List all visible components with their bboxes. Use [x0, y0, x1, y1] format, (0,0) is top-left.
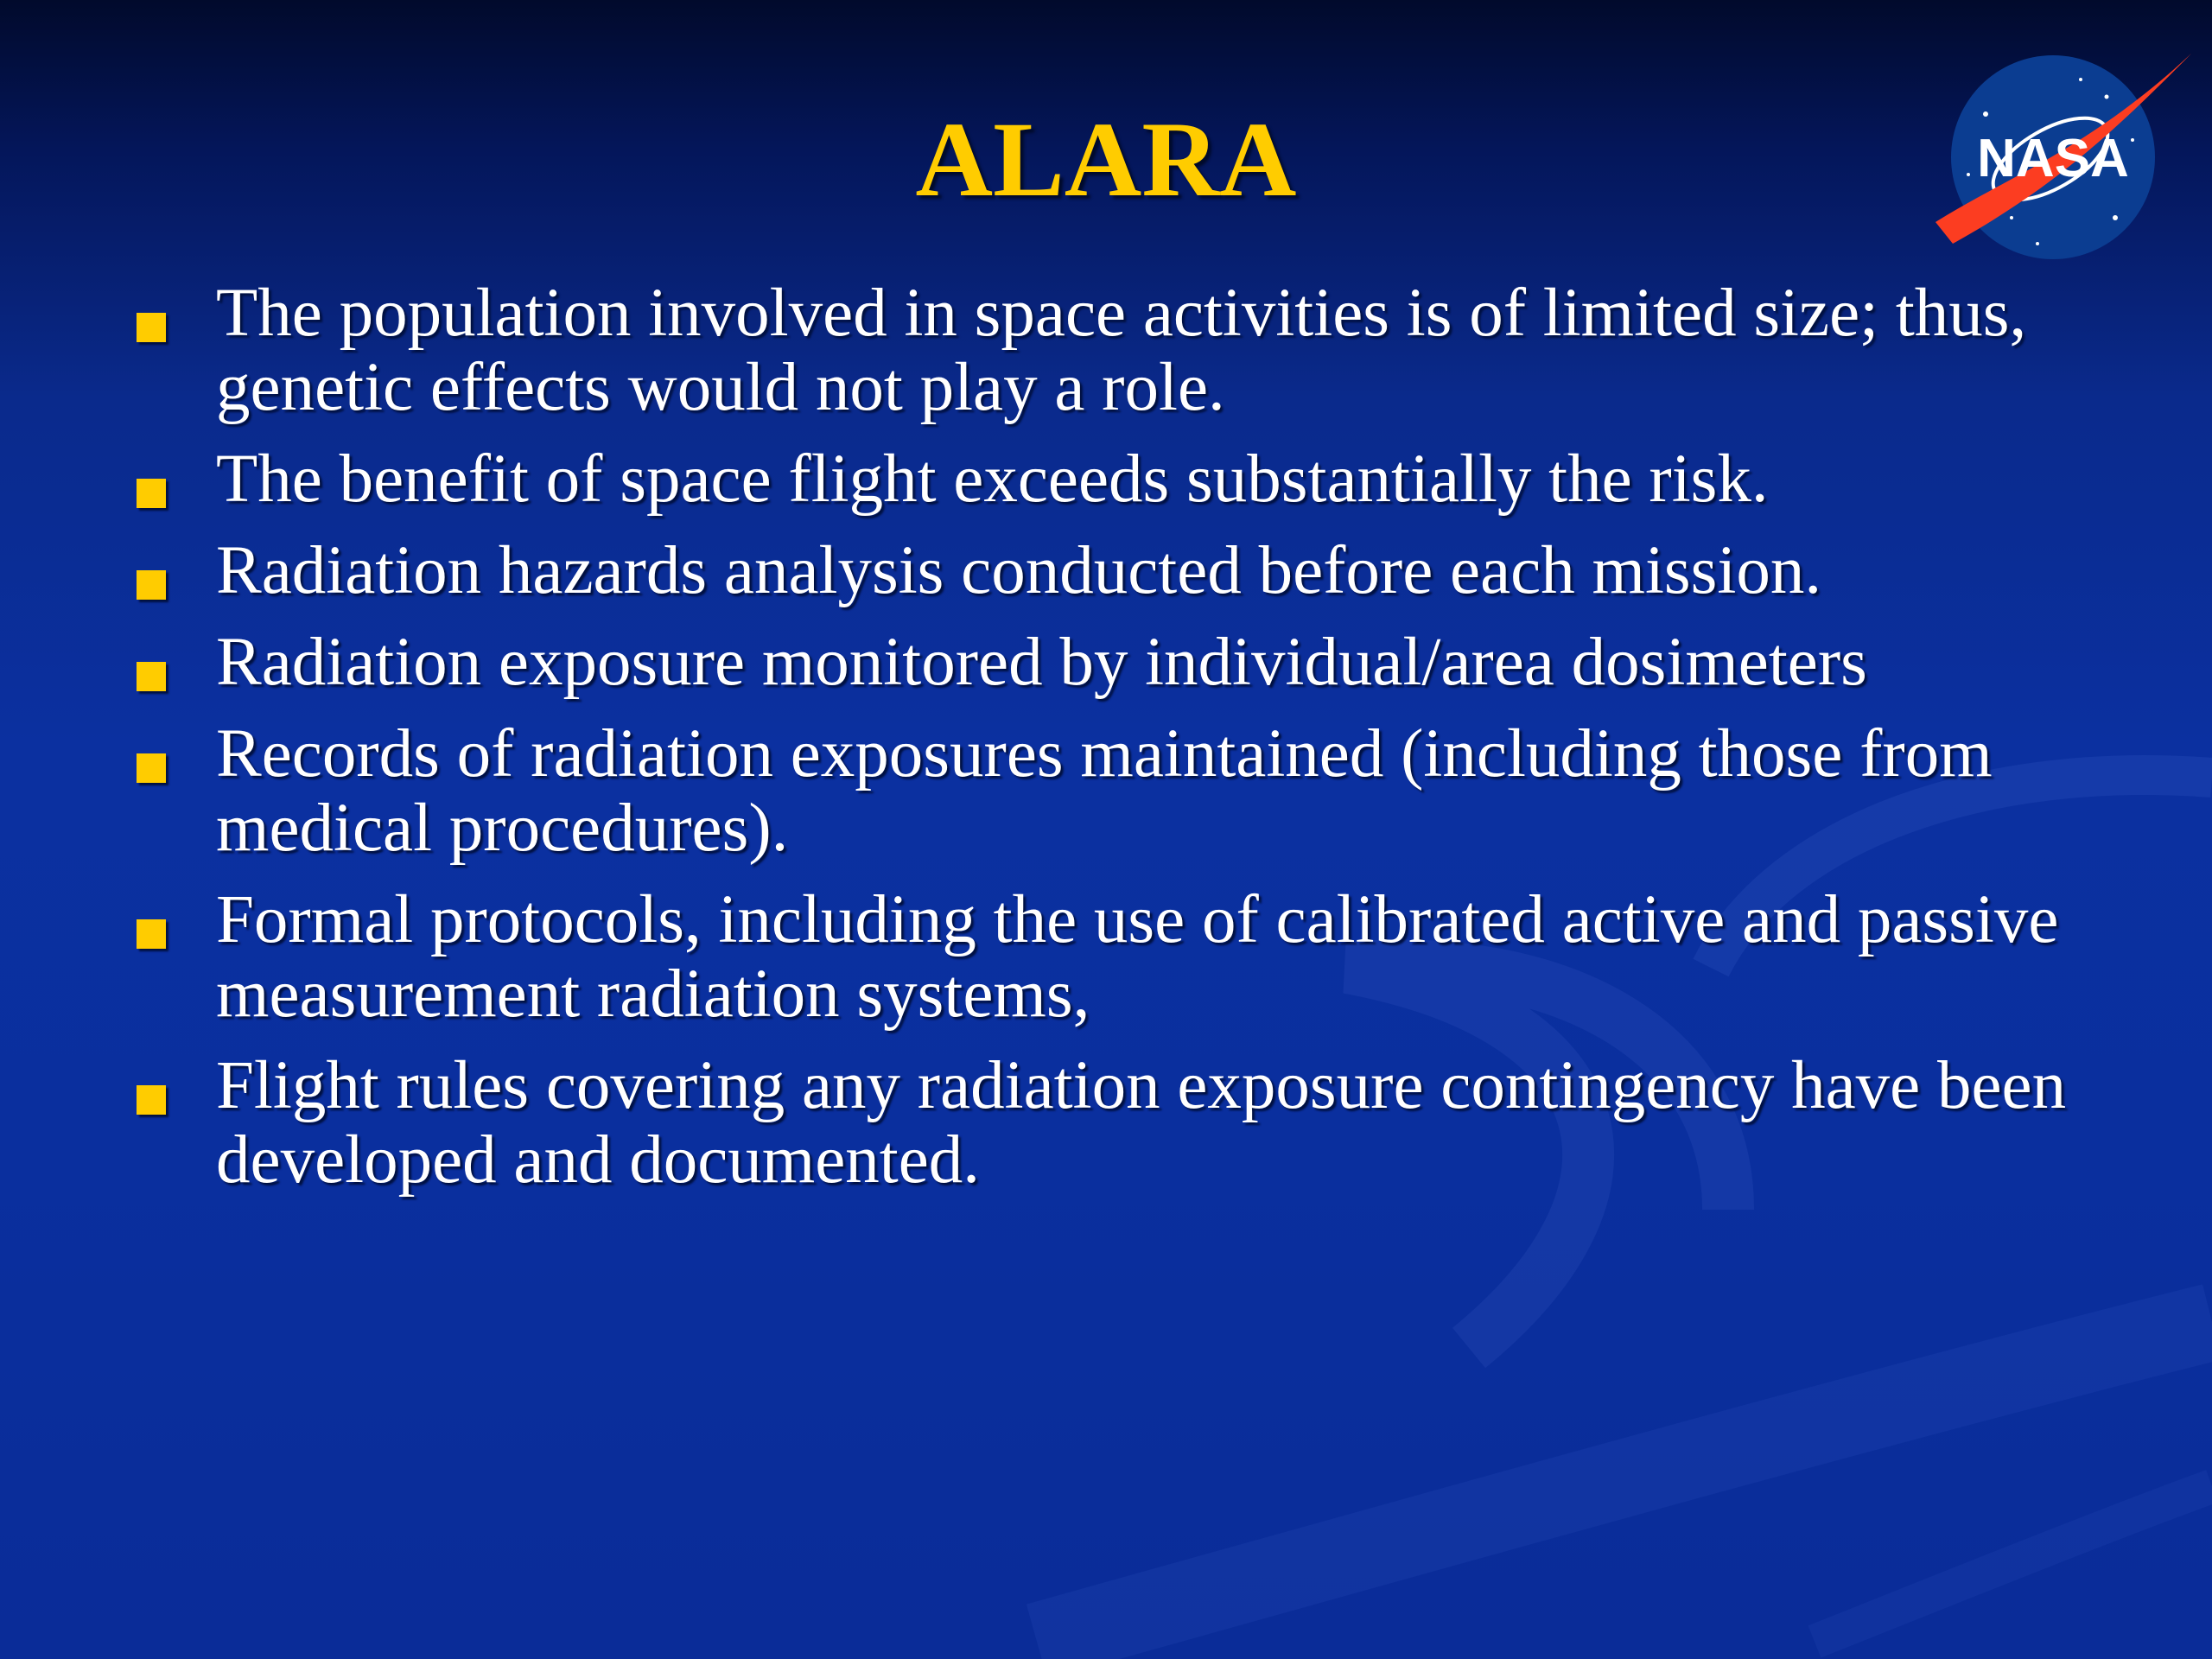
- square-bullet-icon: [137, 1085, 166, 1115]
- bullet-item: [137, 534, 2141, 608]
- bullet-item: [137, 442, 2141, 517]
- bullet-text: Records of radiation exposures maintained (including those from medical procedures).: [216, 716, 1993, 866]
- square-bullet-icon: [137, 570, 166, 600]
- bullet-text: Formal protocols, including the use of calibrated active and passive measurement radiation systems,: [216, 882, 2059, 1032]
- bullet-text: Radiation exposure monitored by individual/area dosimeters: [216, 625, 1867, 700]
- bullet-text: The benefit of space flight exceeds substantially the risk.: [216, 442, 1769, 517]
- nasa-logo-icon: [1934, 45, 2193, 270]
- square-bullet-icon: [137, 662, 166, 691]
- bullet-list: [137, 276, 2141, 1215]
- nasa-logo-text: NASA: [1977, 129, 2129, 188]
- bullet-item: [137, 883, 2141, 1032]
- square-bullet-icon: [137, 919, 166, 949]
- bullet-text: Flight rules covering any radiation exposure contingency have been developed and documented.: [216, 1048, 2067, 1198]
- bullet-item: [137, 717, 2141, 866]
- slide-title: ALARA: [915, 100, 1297, 219]
- square-bullet-icon: [137, 479, 166, 508]
- bullet-text: Radiation hazards analysis conducted before each mission.: [216, 533, 1822, 608]
- square-bullet-icon: [137, 753, 166, 783]
- square-bullet-icon: [137, 313, 166, 342]
- bullet-item: [137, 276, 2141, 425]
- bullet-text: The population involved in space activities is of limited size; thus, genetic effects would not play a role.: [216, 276, 2027, 425]
- bullet-item: [137, 626, 2141, 700]
- bullet-item: [137, 1049, 2141, 1198]
